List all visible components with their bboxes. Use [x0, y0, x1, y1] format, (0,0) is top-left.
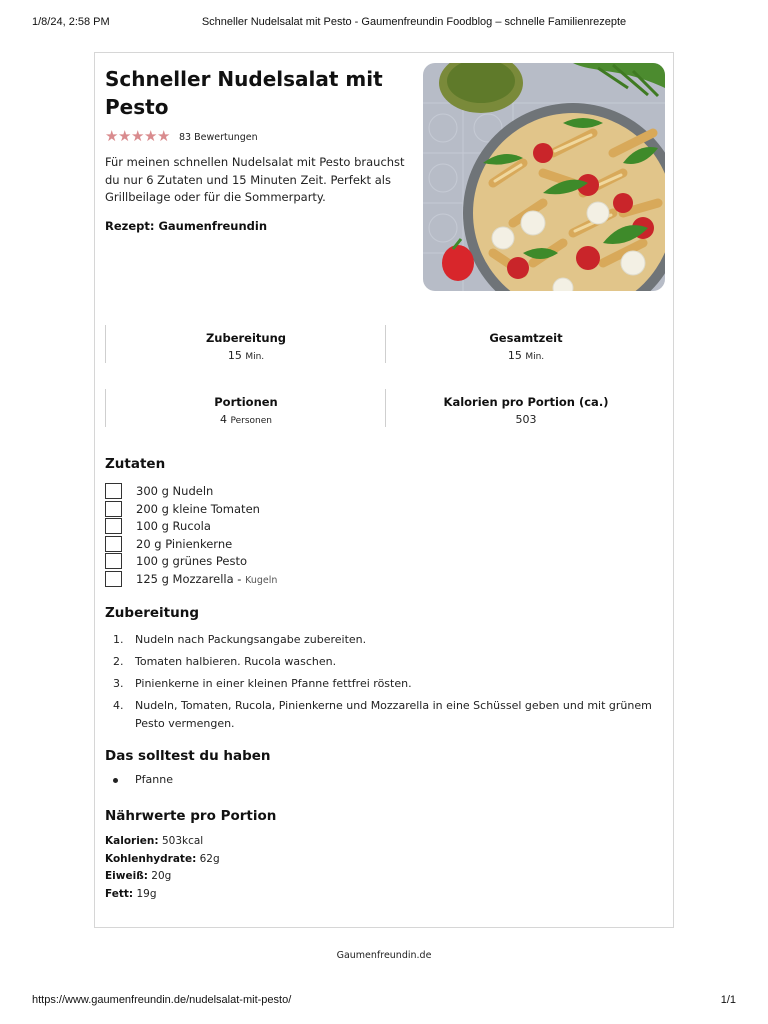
ingredient-item: 125 g Mozzarella - Kugeln [105, 571, 277, 589]
ingredient-item: 200 g kleine Tomaten [105, 501, 277, 519]
ingredients-heading: Zutaten [105, 456, 166, 472]
star-icon: ★ [118, 128, 132, 145]
nutrition-row: Eiweiß: 20g [105, 870, 172, 882]
servings [105, 389, 386, 427]
servings-label: Portionen [214, 395, 278, 409]
step-item: 1. Nudeln nach Packungsangabe zubereiten. [113, 633, 367, 646]
print-page-number: 1/1 [720, 994, 736, 1006]
recipe-card [94, 52, 674, 928]
time-total-label: Gesamtzeit [489, 331, 563, 345]
print-date: 1/8/24, 2:58 PM [32, 16, 110, 28]
ingredient-item: 20 g Pinienkerne [105, 536, 277, 554]
recipe-author: Rezept: Gaumenfreundin [105, 219, 268, 233]
equipment-heading: Das solltest du haben [105, 748, 271, 764]
recipe-title: Schneller Nudelsalat mit Pesto [105, 67, 383, 119]
star-icon: ★ [144, 128, 158, 145]
recipe-photo [423, 63, 665, 291]
step-item: 3. Pinienkerne in einer kleinen Pfanne fettfrei rösten. [113, 677, 412, 690]
ingredient-item: 300 g Nudeln [105, 483, 277, 501]
step-list [113, 631, 665, 737]
nutrition-facts [105, 833, 220, 903]
rating-count: 83 Bewertungen [179, 131, 258, 143]
site-name: Gaumenfreundin.de [336, 950, 432, 961]
ingredient-list [105, 483, 277, 588]
equipment-list [125, 773, 173, 786]
print-url: https://www.gaumenfreundin.de/nudelsalat-mit-pesto/ [32, 994, 292, 1006]
ingredient-checkbox[interactable] [105, 553, 122, 569]
ingredient-item: 100 g Rucola [105, 518, 277, 536]
servings-value: 4 Personen [220, 413, 272, 426]
star-icon: ★ [157, 128, 171, 145]
equipment-item: Pfanne [125, 773, 173, 786]
rating [105, 129, 258, 145]
step-item: 4. Nudeln, Tomaten, Rucola, Pinienkerne und Mozzarella in eine Schüssel geben und mit grünem Pesto vermengen. [113, 699, 652, 730]
ingredient-note: Kugeln [245, 574, 278, 586]
nutrition-row: Kohlenhydrate: 62g [105, 852, 220, 865]
step-item: 2. Tomaten halbieren. Rucola waschen. [113, 655, 337, 668]
calories-value: 503 [515, 413, 537, 426]
pasta-salad-image [423, 63, 665, 291]
time-prep-label: Zubereitung [205, 331, 287, 345]
nutrition-row: Kalorien: 503kcal [105, 835, 204, 847]
time-total-value: 15 Min. [507, 349, 545, 362]
star-icon: ★ [131, 128, 145, 145]
nutrition-heading: Nährwerte pro Portion [105, 808, 277, 824]
time-prep-value: 15 Min. [227, 349, 265, 362]
ingredient-checkbox[interactable] [105, 483, 122, 499]
print-page-title: Schneller Nudelsalat mit Pesto - Gaumenfreundin Foodblog – schnelle Familienrezepte [201, 16, 627, 28]
print-footer [32, 994, 736, 1008]
ingredient-checkbox[interactable] [105, 518, 122, 534]
ingredient-item: 100 g grünes Pesto [105, 553, 277, 571]
recipe-summary: Für meinen schnellen Nudelsalat mit Pesto brauchst du nur 6 Zutaten und 15 Minuten Zeit. Perfekt als Grillbeilage oder für die Sommerparty. [105, 155, 405, 204]
steps-heading: Zubereitung [105, 605, 199, 621]
calories [385, 389, 666, 427]
star-icon: ★ [105, 128, 119, 145]
print-header [32, 16, 736, 30]
calories-label: Kalorien pro Portion (ca.) [443, 395, 609, 409]
rating-stars [105, 129, 170, 145]
ingredient-checkbox[interactable] [105, 501, 122, 517]
ingredient-checkbox[interactable] [105, 571, 122, 587]
ingredient-checkbox[interactable] [105, 536, 122, 552]
time-total [385, 325, 666, 363]
nutrition-row: Fett: 19g [105, 887, 157, 900]
time-prep [105, 325, 386, 363]
